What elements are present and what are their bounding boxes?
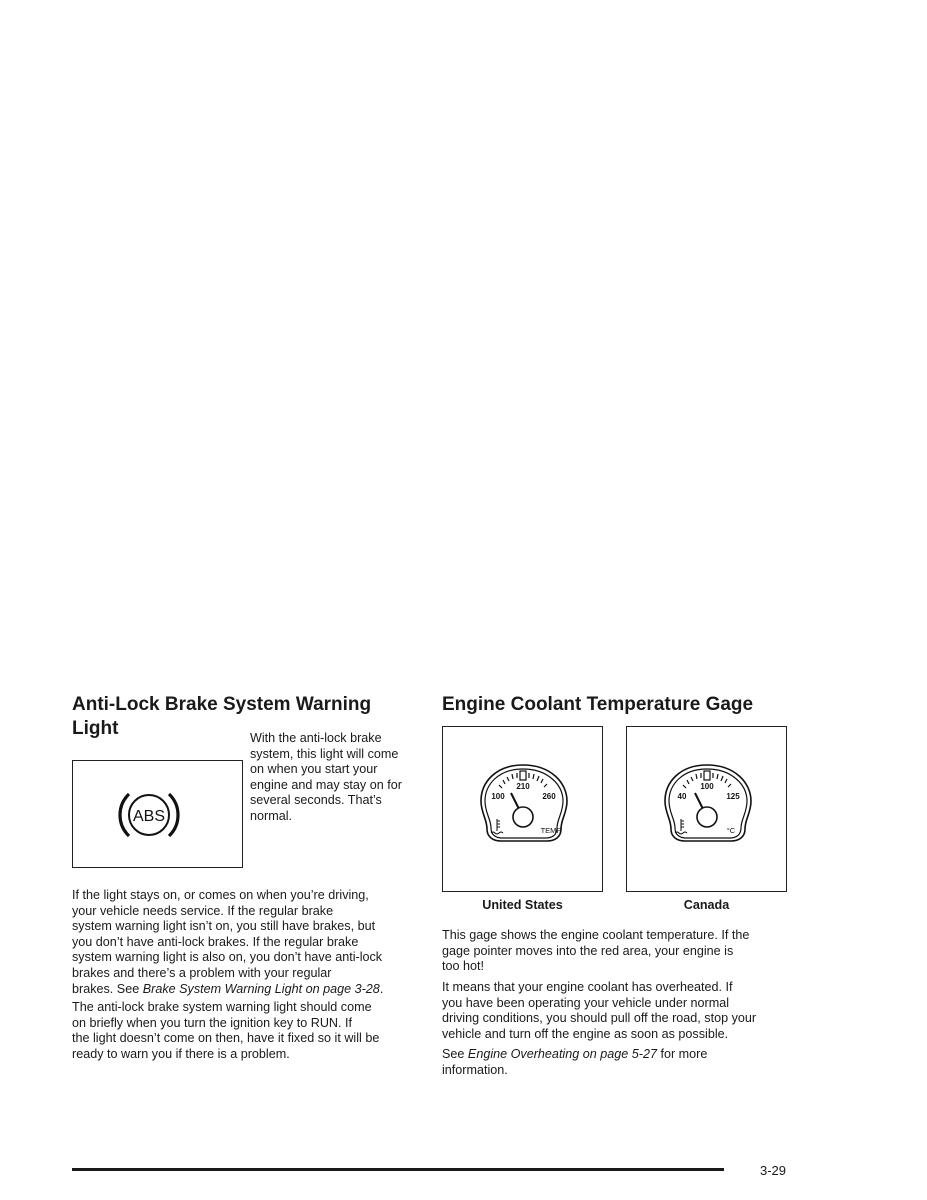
side-line: With the anti-lock brake <box>250 731 382 745</box>
para-line: The anti-lock brake system warning light should come <box>72 1000 372 1014</box>
abs-icon-frame <box>72 760 243 868</box>
abs-paragraph-2 <box>72 1000 422 1062</box>
para-line: brakes and there’s a problem with your regular <box>72 965 332 980</box>
para-line: If the light stays on, or comes on when you’re driving, <box>72 888 369 902</box>
para-line: It means that your engine coolant has overheated. If <box>442 980 733 994</box>
para-line: your vehicle needs service. If the regular brake <box>72 903 334 918</box>
canada-gauge-low-label: 40 <box>677 792 687 801</box>
para-text: brakes. See <box>72 981 143 996</box>
abs-heading-line1: Anti-Lock Brake System Warning <box>72 694 372 715</box>
us-gauge-low-label: 100 <box>491 792 505 801</box>
para-line: information. <box>442 1062 508 1077</box>
us-temperature-gauge <box>443 727 604 893</box>
side-line: engine and may stay on for <box>250 777 402 792</box>
para-line: too hot! <box>442 959 485 974</box>
para-line: vehicle and turn off the engine as soon as possible. <box>442 1026 729 1041</box>
para-text: for more <box>656 1047 708 1061</box>
abs-icon-text: ABS <box>132 808 166 825</box>
para-line: system warning light is also on, you don’t have anti-lock <box>72 950 383 965</box>
canada-temperature-gauge <box>627 727 788 893</box>
cross-reference-link[interactable]: Brake System Warning Light on page 3-28 <box>142 981 380 996</box>
coolant-paragraph-2 <box>442 980 802 1042</box>
abs-warning-icon <box>73 761 244 869</box>
canada-gauge-mid-label: 100 <box>700 782 714 791</box>
page-number: 3-29 <box>760 1163 787 1178</box>
side-line: system, this light will come <box>250 746 399 761</box>
side-line: several seconds. That’s <box>250 793 382 808</box>
us-gauge-mid-label: 210 <box>516 782 530 791</box>
para-line: This gage shows the engine coolant temperature. If the <box>442 928 750 942</box>
para-text: . <box>379 981 384 996</box>
coolant-paragraph-1 <box>442 928 802 975</box>
para-line: gage pointer moves into the red area, your engine is <box>442 943 734 958</box>
coolant-paragraph-3 <box>442 1047 802 1078</box>
us-gauge-frame <box>442 726 603 892</box>
canada-gauge-frame <box>626 726 787 892</box>
coolant-icon <box>675 819 687 834</box>
canada-gauge-high-label: 125 <box>726 792 740 801</box>
canada-gauge-unit-label: °C <box>726 826 736 835</box>
para-line: you have been operating your vehicle under normal <box>442 995 730 1010</box>
us-gauge-unit-label: TEMP <box>540 826 562 835</box>
para-line: system warning light isn’t on, you still have brakes, but <box>72 919 376 934</box>
side-line: on when you start your <box>250 762 378 777</box>
abs-paragraph-1 <box>72 888 422 997</box>
para-line: the light doesn’t come on then, have it fixed so it will be <box>72 1031 380 1046</box>
para-line <box>442 1047 802 1063</box>
para-line <box>72 982 422 998</box>
footer-rule <box>72 1168 724 1171</box>
coolant-section-heading: Engine Coolant Temperature Gage <box>442 694 754 715</box>
coolant-icon <box>491 819 503 834</box>
para-line: you don’t have anti-lock brakes. If the regular brake <box>72 934 359 949</box>
para-line: ready to warn you if there is a problem. <box>72 1046 290 1061</box>
para-text: See <box>442 1047 468 1061</box>
para-line: on briefly when you turn the ignition key to RUN. If <box>72 1015 353 1030</box>
cross-reference-link[interactable]: Engine Overheating on page 5-27 <box>467 1047 657 1061</box>
abs-heading-line2: Light <box>72 718 119 739</box>
side-line: normal. <box>250 808 292 823</box>
us-gauge-caption: United States <box>482 898 563 912</box>
abs-side-text <box>250 731 422 825</box>
us-gauge-high-label: 260 <box>542 792 556 801</box>
para-line: driving conditions, you should pull off the road, stop your <box>442 1011 757 1026</box>
canada-gauge-caption: Canada <box>683 898 730 912</box>
